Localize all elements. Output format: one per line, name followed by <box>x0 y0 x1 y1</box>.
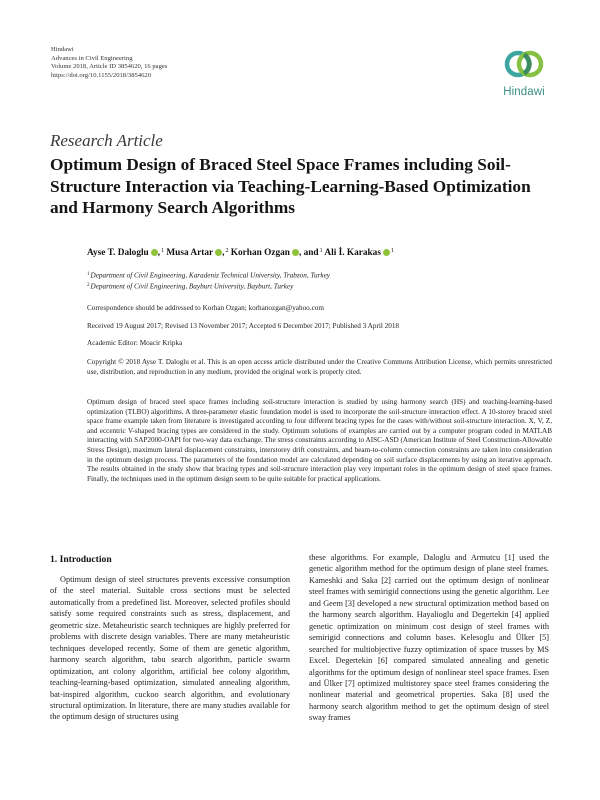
orcid-icon[interactable] <box>383 249 390 256</box>
affiliation-text: Department of Civil Engineering, Bayburt University, Bayburt, Turkey <box>90 282 294 291</box>
affiliation-text: Department of Civil Engineering, Karadeniz Technical University, Trabzon, Turkey <box>90 271 331 280</box>
academic-editor: Academic Editor: Moacir Kripka <box>87 339 183 347</box>
section-heading-introduction: 1. Introduction <box>50 554 112 565</box>
affiliation-1 <box>87 270 552 281</box>
volume-info: Volume 2018, Article ID 3854620, 16 pages <box>51 63 168 71</box>
journal-info <box>51 46 167 80</box>
author-affiliation-mark: 2 <box>225 248 229 254</box>
intro-right-column <box>309 552 549 724</box>
author-affiliation-mark: 1 <box>319 248 323 254</box>
author-name[interactable]: Ali İ. Karakas <box>324 248 381 258</box>
author-name[interactable]: Korhan Ozgan <box>230 248 290 258</box>
intro-left-column <box>50 574 290 723</box>
copyright-notice: Copyright © 2018 Ayse T. Daloglu et al. This is an open access article distributed under the Creative Commons Attribution License, which permits unrestricted use, distribution, and reproduction in any medium, provided the original work is properly cited. <box>87 358 552 376</box>
author-affiliation-mark: 1 <box>161 248 165 254</box>
hindawi-logo-text: Hindawi <box>503 86 545 98</box>
affiliation-mark: 1 <box>87 272 90 277</box>
hindawi-logo[interactable] <box>496 44 552 106</box>
abstract: Optimum design of braced steel space frames including soil-structure interaction is studied by using harmony search (HS) and teaching-learning-based optimization (TLBO) algorithms. A three-parameter elastic foundation model is used to incorporate the soil-structure interaction effect. A 10-storey braced steel space frame example taken from literature is investigated according to four different bracing types for the cases with/without soil-structure interaction. X, V, Z, and eccentric V-shaped bracing types are considered in the study. Optimum solutions of examples are carried out by a computer program coded in MATLAB interacting with SAP2000-OAPI for two-way data exchange. The stress constraints according to AISC-ASD (American Institute of Steel Construction-Allowable Stress Design), maximum lateral displacement constraints, interstorey drift constraints, and beam-to-column connection constraints are taken into consideration in the optimum design process. The parameters of the foundation model are calculated depending on soil surface displacements by using an iterative approach. The results obtained in the study show that bracing types and soil-structure interaction play very important roles in the optimum design of steel space frames. Finally, the techniques used in the optimum design seem to be quite suitable for practical applications. <box>87 398 552 483</box>
intro-paragraph-continued: these algorithms. For example, Daloglu and Armutcu [1] used the genetic algorithm method for the optimum design of plane steel frames. Kameshki and Saka [2] carried out the optimum design of nonlinear steel frames with semirigid connections using the genetic algorithm. Lee and Geem [3] developed a new structural optimization method based on the harmony search algorithm. Hayalioglu and Degertekin [4] applied genetic optimization on minimum cost design of steel frames with semirigid connections and column bases. Kelesoglu and Ülker [5] searched for multiobjective fuzzy optimization of space trusses by MS Excel. Degertekin [6] compared simulated annealing and genetic algorithms for the optimum design of nonlinear steel space frames. Esen and Ülker [7] optimized multistorey space steel frames considering the nonlinear material and geometrical properties. Saka [8] used the harmony search algorithm method to get the optimum design of steel sway frames <box>309 553 549 723</box>
hindawi-logo-icon <box>501 44 547 88</box>
publisher-name: Hindawi <box>51 46 74 53</box>
author-name[interactable]: Ayse T. Daloglu <box>87 248 149 258</box>
author-separator: , <box>222 248 225 258</box>
doi-link[interactable]: https://doi.org/10.1155/2018/3854620 <box>51 71 152 79</box>
correspondence: Correspondence should be addressed to Korhan Ozgan; korhanozgan@yahoo.com <box>87 304 324 312</box>
affiliation-2 <box>87 281 552 292</box>
article-title: Optimum Design of Braced Steel Space Frames including Soil-Structure Interaction via Teaching-Learning-Based Optimization and Harmony Search Algorithms <box>50 155 531 217</box>
author-name[interactable]: Musa Artar <box>166 248 214 258</box>
article-type: Research Article <box>50 131 163 150</box>
orcid-icon[interactable] <box>292 249 299 256</box>
author-list <box>87 247 552 259</box>
journal-name: Advances in Civil Engineering <box>51 54 133 62</box>
affiliations <box>87 270 552 292</box>
author-separator: , and <box>298 248 319 258</box>
orcid-icon[interactable] <box>151 248 161 258</box>
publication-dates: Received 19 August 2017; Revised 13 November 2017; Accepted 6 December 2017; Published 3 April 2018 <box>87 322 400 330</box>
author-separator: , <box>157 248 161 258</box>
intro-paragraph: Optimum design of steel structures prevents excessive consumption of the steel material. Suitable cross sections must be selected automatically from a predefined list. Moreover, selected profiles should satisfy some required constraints such as stress, displacement, and geometric size. Metaheuristic search techniques are highly preferred for problems with discrete design variables. There are many metaheuristic techniques developed recently. Some of them are genetic algorithm, harmony search algorithm, tabu search algorithm, particle swarm optimization, ant colony algorithm, artificial bee colony algorithm, teaching-learning-based optimization, simulated annealing algorithm, bat-inspired algorithm, cuckoo search algorithm, and evolutionary structural optimization. In literature, there are many studies available for the optimum design of structures using <box>50 575 290 722</box>
affiliation-mark: 2 <box>87 283 90 289</box>
author-affiliation-mark: 1 <box>390 248 394 254</box>
